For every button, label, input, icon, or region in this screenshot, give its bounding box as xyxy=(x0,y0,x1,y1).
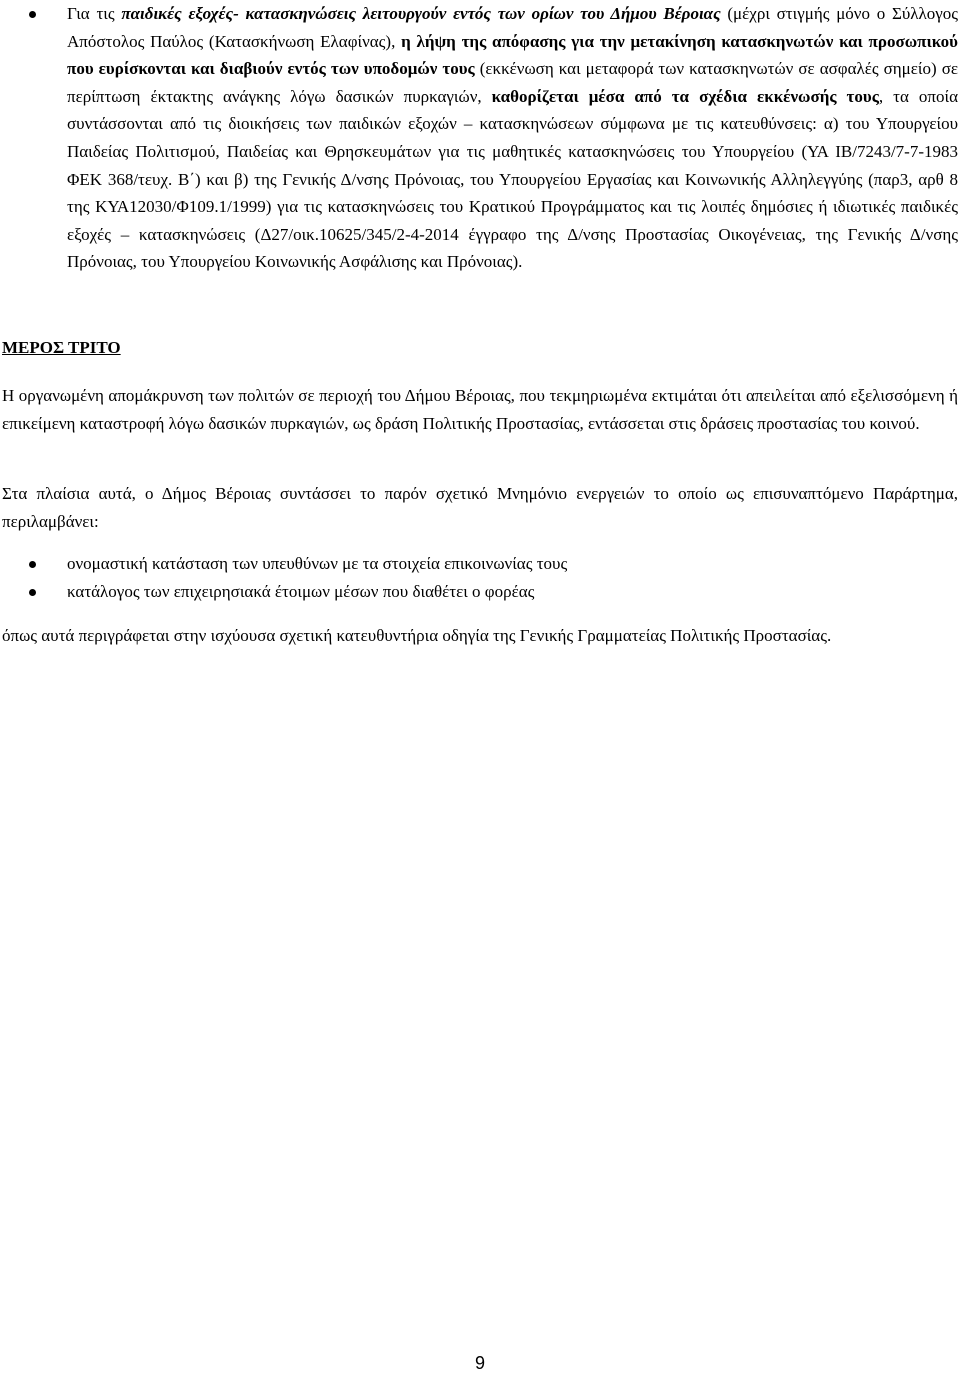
bold-phrase: η λήψη της απόφασης για την μετακίνηση κατασκηνωτών και προσωπικού που ευρίσκονται και διαβιούν εντός των υποδομών τους xyxy=(67,31,958,79)
bold-italic-phrase: παιδικές εξοχές- κατασκηνώσεις λειτουργούν εντός των ορίων του Δήμου Βέροιας xyxy=(121,4,721,23)
paragraph-guideline: όπως αυτά περιγράφεται στην ισχύουσα σχετική κατευθυντήρια οδηγία της Γενικής Γραμματείας Πολιτικής Προστασίας. xyxy=(2,626,832,645)
list-item-text: ονομαστική κατάσταση των υπευθύνων με τα στοιχεία επικοινωνίας τους xyxy=(67,554,568,573)
list-item-text: κατάλογος των επιχειρησιακά έτοιμων μέσων που διαθέτει ο φορέας xyxy=(67,582,535,601)
bullet-marker xyxy=(29,561,36,568)
bold-phrase: καθορίζεται μέσα από τα σχέδια εκκένωσής τους xyxy=(491,86,879,106)
page-number: 9 xyxy=(474,1353,485,1373)
bullet-marker xyxy=(29,11,36,18)
paragraph-evacuation: Η οργανωμένη απομάκρυνση των πολιτών σε περιοχή του Δήμου Βέροιας, που τεκμηριωμένα εκτιμάται ότι απειλείται από εξελισσόμενη ή επικείμενη καταστροφή λόγω δασικών πυρκαγιών, ως δράση Πολιτικής Προστασίας, εντάσσεται στις δράσεις προστασίας του κοινού. xyxy=(2,386,958,433)
bullet-marker xyxy=(29,589,36,596)
section-heading: ΜΕΡΟΣ ΤΡΙΤΟ xyxy=(2,338,121,357)
paragraph-memorandum: Στα πλαίσια αυτά, ο Δήμος Βέροιας συντάσσει το παρόν σχετικό Μνημόνιο ενεργειών το οποίο ως επισυναπτόμενο Παράρτημα, περιλαμβάνει: xyxy=(2,484,958,531)
bullet-text: Για τις παιδικές εξοχές- κατασκηνώσεις λειτουργούν εντός των ορίων του Δήμου Βέροιας (μέχρι στιγμής μόνο ο Σύλλογος Απόστολος Παύλος (Κατασκήνωση Ελαφίνας), η λήψη της απόφασης για την μετακίνηση κατασκηνωτών και προσωπικού που ευρίσκονται και διαβιούν εντός των υποδομών τους (εκκένωση και μεταφορά των κατασκηνωτών σε ασφαλές σημείο) σε περίπτωση έκτακτης ανάγκης λόγω δασικών πυρκαγιών, καθορίζεται μέσα από τα σχέδια εκκένωσής τους, τα οποία συντάσσονται από τις διοικήσεις των παιδικών εξοχών – κατασκηνώσεων σύμφωνα με τις κατευθύνσεις: α) του Υπουργείου Παιδείας Πολιτισμού, Παιδείας και Θρησκευμάτων για τις μαθητικές κατασκηνώσεις του Υπουργείου (ΥΑ ΙΒ/7243/7-7-1983 ΦΕΚ 368/τευχ. Β΄) και β) της Γενικής Δ/νσης Πρόνοιας, του Υπουργείου Εργασίας και Κοινωνικής Αλληλεγγύης (παρ3, αρθ 8 της ΚΥΑ12030/Φ109.1/1999) για τις κατασκηνώσεις του Κρατικού Προγράμματος και τις λοιπές δημόσιες ή ιδιωτικές παιδικές εξοχές – κατασκηνώσεις (Δ27/οικ.10625/345/2-4-2014 έγγραφο της Δ/νσης Προστασίας Οικογένειας, της Γενικής Δ/νσης Πρόνοιας, του Υπουργείου Κοινωνικής Ασφάλισης και Πρόνοιας). xyxy=(67,4,958,272)
